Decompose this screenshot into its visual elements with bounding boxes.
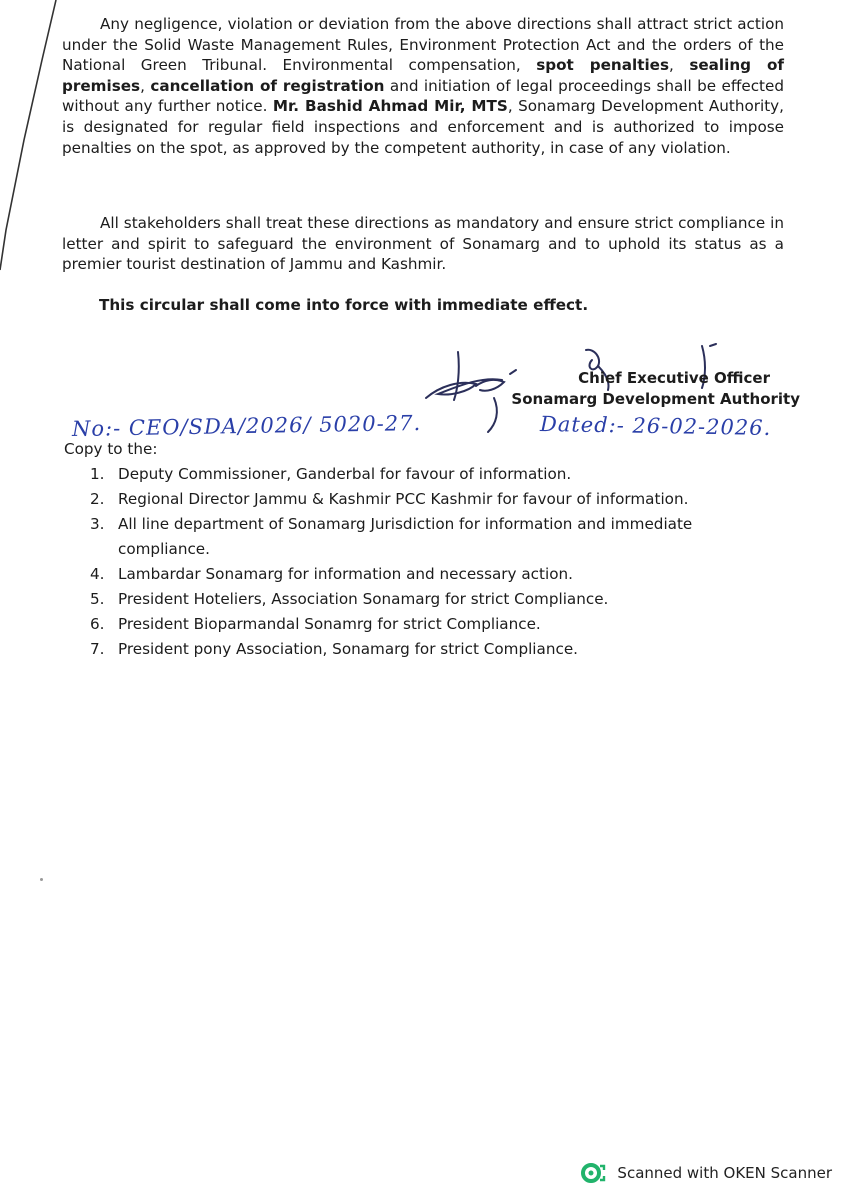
list-item	[90, 512, 758, 562]
bold-text-designated-officer: Mr. Bashid Ahmad Mir, MTS	[272, 97, 508, 116]
bold-text-spot-penalties: spot penalties	[536, 56, 670, 75]
list-item-text: President Bioparmandal Sonamrg for strict Compliance.	[118, 615, 541, 633]
list-number: 1.	[90, 465, 105, 483]
list-item	[90, 637, 758, 662]
list-item-text: Deputy Commissioner, Ganderbal for favour of information.	[118, 465, 572, 483]
list-item-text: Lambardar Sonamarg for information and necessary action.	[118, 565, 573, 583]
paragraph-text: and initiation of legal proceedings shall be effected without any further notice.	[62, 76, 784, 116]
list-number: 3.	[90, 515, 105, 533]
list-number: 5.	[90, 590, 105, 608]
scan-margin-line	[0, 0, 70, 300]
list-number: 6.	[90, 615, 105, 633]
list-item-text: Regional Director Jammu & Kashmir PCC Kashmir for favour of information.	[118, 490, 689, 508]
list-item	[90, 587, 758, 612]
scanner-label: Scanned with OKEN Scanner	[617, 1164, 832, 1182]
list-item	[90, 612, 758, 637]
list-item	[90, 487, 758, 512]
signatory-organization: Sonamarg Development Authority	[511, 390, 800, 408]
copy-to-list	[90, 462, 758, 662]
paragraph-text: , Sonamarg Development Authority, is designated for regular field inspections and enforcement and is authorized to impose penalties on the spot, as approved by the competent authority, in case of any violation.	[62, 97, 784, 157]
handwritten-reference-number: No:- CEO/SDA/2026/ 5020-27.	[71, 410, 422, 442]
effect-statement: This circular shall come into force with immediate effect.	[99, 296, 589, 314]
list-item	[90, 462, 758, 487]
list-item	[90, 562, 758, 587]
signatory-title: Chief Executive Officer	[578, 369, 770, 387]
list-item-text: All line department of Sonamarg Jurisdiction for information and immediate compliance.	[118, 515, 693, 558]
separator: ,	[669, 56, 690, 75]
handwritten-date: Dated:- 26-02-2026.	[539, 411, 772, 441]
scanner-watermark	[581, 1160, 832, 1186]
bold-text-cancellation: cancellation of registration	[150, 76, 385, 95]
scan-speck	[40, 878, 43, 881]
list-number: 7.	[90, 640, 105, 658]
separator: ,	[140, 76, 151, 95]
paragraph-compliance: All stakeholders shall treat these directions as mandatory and ensure strict compliance in letter and spirit to safeguard the environment of Sonamarg and to uphold its status as a premier tourist destination of Jammu and Kashmir.	[62, 214, 784, 274]
bold-text-sealing: sealing of premises	[62, 56, 785, 95]
list-number: 2.	[90, 490, 105, 508]
list-item-text: President Hoteliers, Association Sonamarg for strict Compliance.	[118, 590, 609, 608]
paragraph-text: Any negligence, violation or deviation from the above directions shall attract strict action under the Solid Waste Management Rules, Environment Protection Act and the orders of the National Green Tribunal. Environmental compensation,	[62, 15, 784, 75]
oken-scanner-logo-icon	[581, 1160, 607, 1186]
paragraph-enforcement	[62, 14, 784, 158]
list-number: 4.	[90, 565, 105, 583]
copy-to-label: Copy to the:	[64, 440, 158, 458]
list-item-text: President pony Association, Sonamarg for strict Compliance.	[118, 640, 578, 658]
